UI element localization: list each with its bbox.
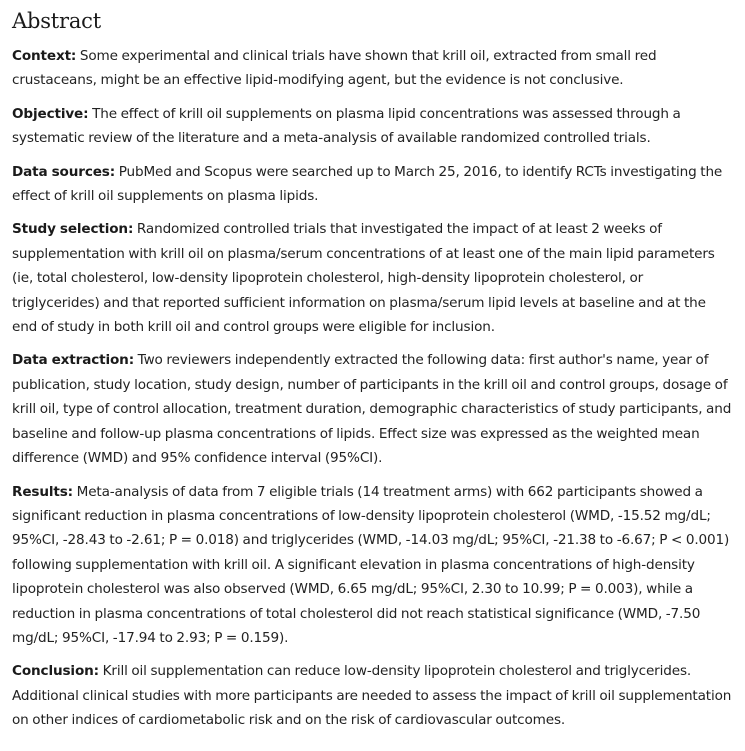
- section-text: Randomized controlled trials that investigated the impact of at least 2 weeks of supplementation with krill oil on plasma/serum concentrations of at least one of the main lipid parameters (ie, total cholesterol, low-density lipoprotein cholesterol, high-density lipoprotein cholesterol, or triglycerides) and that reported sufficient information on plasma/serum lipid levels at baseline and at the end of study in both krill oil and control groups were eligible for inclusion.: [12, 221, 715, 336]
- abstract-objective: [12, 102, 733, 151]
- section-label: Conclusion:: [12, 663, 99, 680]
- abstract-results: [12, 480, 733, 651]
- section-text: Meta-analysis of data from 7 eligible trials (14 treatment arms) with 662 participants showed a significant reduction in plasma concentrations of low-density lipoprotein cholesterol (WMD, -15.52 mg/dL; 95%CI, -28.43 to -2.61; P = 0.018) and triglycerides (WMD, -14.03 mg/dL; 95%CI, -21.38 to -6.67; P < 0.001) following supplementation with krill oil. A significant elevation in plasma concentrations of high-density lipoprotein cholesterol was also observed (WMD, 6.65 mg/dL; 95%CI, 2.30 to 10.99; P = 0.003), while a reduction in plasma concentrations of total cholesterol did not reach statistical significance (WMD, -7.50 mg/dL; 95%CI, -17.94 to 2.93; P = 0.159).: [12, 483, 730, 646]
- section-label: Data extraction:: [12, 352, 134, 369]
- section-text: Some experimental and clinical trials have shown that krill oil, extracted from small red crustaceans, might be an effective lipid-modifying agent, but the evidence is not conclusive.: [12, 48, 657, 89]
- section-label: Results:: [12, 483, 73, 500]
- section-text: Two reviewers independently extracted the following data: first author's name, year of publication, study location, study design, number of participants in the krill oil and control groups, dosage of krill oil, type of control allocation, treatment duration, demographic characteristics of study participants, and baseline and follow-up plasma concentrations of lipids. Effect size was expressed as the weighted mean difference (WMD) and 95% confidence interval (95%CI).: [12, 352, 732, 467]
- abstract-context: [12, 44, 733, 93]
- section-label: Study selection:: [12, 221, 134, 238]
- abstract-heading: Abstract: [12, 9, 101, 33]
- abstract-data-sources: [12, 160, 733, 209]
- abstract-study-selection: [12, 217, 733, 339]
- section-label: Context:: [12, 48, 77, 64]
- section-text: PubMed and Scopus were searched up to March 25, 2016, to identify RCTs investigating the effect of krill oil supplements on plasma lipids.: [12, 163, 723, 205]
- section-label: Objective:: [12, 105, 89, 122]
- section-text: The effect of krill oil supplements on plasma lipid concentrations was assessed through a systematic review of the literature and a meta-analysis of available randomized controlled trials.: [12, 105, 681, 147]
- section-text: Krill oil supplementation can reduce low-density lipoprotein cholesterol and triglycerides. Additional clinical studies with more participants are needed to assess the impact of krill oil supplementation on other indices of cardiometabolic risk and on the risk of cardiovascular outcomes.: [12, 663, 732, 729]
- section-label: Data sources:: [12, 163, 116, 180]
- abstract-conclusion: [12, 659, 733, 732]
- abstract-data-extraction: [12, 348, 733, 470]
